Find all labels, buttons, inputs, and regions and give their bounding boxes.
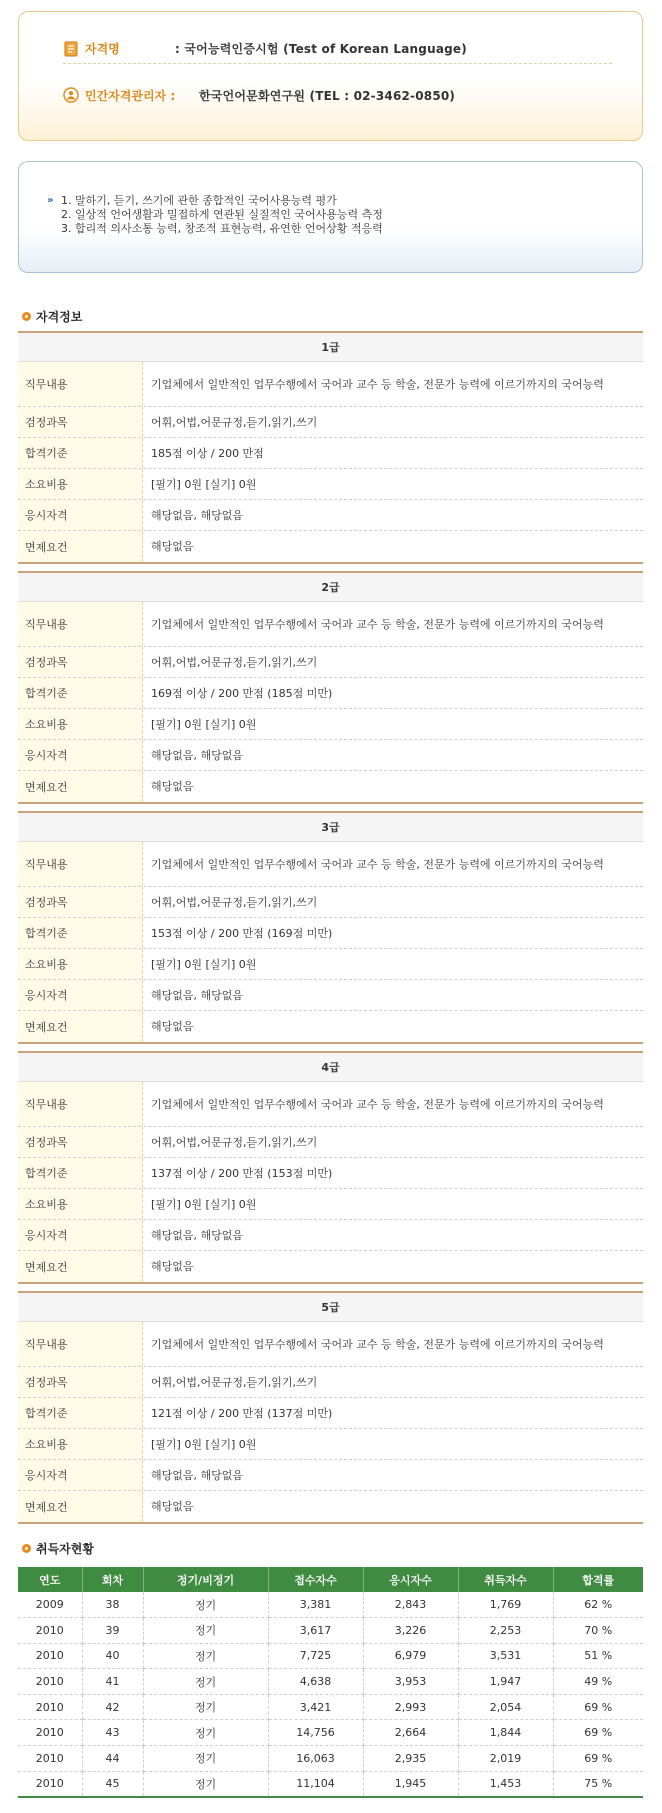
stats-cell: 44 [82, 1746, 143, 1772]
qualification-section-title: 자격정보 [22, 308, 82, 324]
stats-cell: 75 % [553, 1771, 643, 1797]
stats-cell: 2010 [18, 1720, 82, 1746]
stats-cell: 6,979 [363, 1643, 458, 1669]
manager-value: 한국언어문화연구원 (TEL : 02-3462-0850) [199, 88, 456, 103]
grade-row [18, 1220, 643, 1251]
stats-cell: 39 [82, 1618, 143, 1644]
grade-row [18, 1429, 643, 1460]
grade-row-value: 기업체에서 일반적인 업무수행에서 국어과 교수 등 학술, 전문가 능력에 이르기까지의 국어능력 [151, 1097, 604, 1111]
stats-row [18, 1771, 643, 1797]
grade-row [18, 1367, 643, 1398]
grade-row-label: 합격기준 [18, 678, 143, 708]
grade-row-value: 해당없음 [151, 1260, 194, 1273]
grade-row [18, 438, 643, 469]
grade-row-value: 기업체에서 일반적인 업무수행에서 국어과 교수 등 학술, 전문가 능력에 이르기까지의 국어능력 [151, 617, 604, 631]
stats-cell: 2,664 [363, 1720, 458, 1746]
grade-row [18, 918, 643, 949]
stats-header-row [18, 1567, 643, 1592]
stats-cell: 45 [82, 1771, 143, 1797]
person-icon [63, 87, 79, 103]
stats-cell: 2009 [18, 1592, 82, 1618]
certificate-name-row [63, 34, 612, 64]
grade-row-value: 해당없음, 해당없음 [151, 988, 244, 1002]
grade-row-value: 어휘,어법,어문규정,듣기,읽기,쓰기 [151, 655, 318, 669]
grade-row-value: 해당없음, 해당없음 [151, 1228, 244, 1242]
stats-cell: 2010 [18, 1643, 82, 1669]
stats-row [18, 1592, 643, 1618]
stats-header-cell: 연도 [18, 1567, 82, 1592]
grade-row-value: 해당없음 [151, 1500, 194, 1513]
stats-row [18, 1746, 643, 1772]
stats-cell: 11,104 [268, 1771, 363, 1797]
stats-cell: 49 % [553, 1669, 643, 1695]
grade-row [18, 709, 643, 740]
stats-cell: 69 % [553, 1720, 643, 1746]
grade-row-value: 기업체에서 일반적인 업무수행에서 국어과 교수 등 학술, 전문가 능력에 이르기까지의 국어능력 [151, 377, 604, 391]
grade-row-value: 해당없음, 해당없음 [151, 508, 244, 522]
stats-cell: 1,844 [458, 1720, 553, 1746]
grade-row-value: 해당없음, 해당없음 [151, 1468, 244, 1482]
grade-row-label: 검정과목 [18, 1367, 143, 1397]
grade-row [18, 602, 643, 647]
grade-row-label: 응시자격 [18, 740, 143, 770]
grade-row-value: 어휘,어법,어문규정,듣기,읽기,쓰기 [151, 895, 318, 909]
grade-row [18, 771, 643, 802]
stats-cell: 42 [82, 1694, 143, 1720]
grade-row-value: [필기] 0원 [실기] 0원 [151, 1437, 257, 1451]
grade-row-label: 검정과목 [18, 407, 143, 437]
grade-title: 3급 [18, 813, 643, 842]
stats-cell: 51 % [553, 1643, 643, 1669]
stats-cell: 2010 [18, 1746, 82, 1772]
grade-title: 5급 [18, 1293, 643, 1322]
grade-table [18, 571, 643, 804]
stats-header-cell: 회차 [82, 1567, 143, 1592]
grade-row-label: 면제요건 [18, 1011, 143, 1042]
grade-row-value: [필기] 0원 [실기] 0원 [151, 717, 257, 731]
grade-row-value: 어휘,어법,어문규정,듣기,읽기,쓰기 [151, 1135, 318, 1149]
grade-row [18, 1082, 643, 1127]
stats-cell: 정기 [143, 1694, 268, 1720]
certificate-name-value: : 국어능력인증시험 (Test of Korean Language) [175, 42, 467, 56]
stats-cell: 정기 [143, 1592, 268, 1618]
acquisition-stats-table [18, 1567, 643, 1798]
grade-title: 1급 [18, 333, 643, 362]
stats-cell: 14,756 [268, 1720, 363, 1746]
stats-row [18, 1669, 643, 1695]
stats-cell: 2,054 [458, 1694, 553, 1720]
stats-header-cell: 접수자수 [268, 1567, 363, 1592]
grade-row-label: 응시자격 [18, 1220, 143, 1250]
grade-row [18, 362, 643, 407]
stats-cell: 정기 [143, 1720, 268, 1746]
stats-header-cell: 응시자수 [363, 1567, 458, 1592]
grade-row [18, 949, 643, 980]
document-icon [63, 41, 79, 57]
bullet-icon [22, 1544, 31, 1553]
grade-row-label: 면제요건 [18, 1491, 143, 1522]
grade-row-label: 직무내용 [18, 842, 143, 886]
grade-row-value: 기업체에서 일반적인 업무수행에서 국어과 교수 등 학술, 전문가 능력에 이르기까지의 국어능력 [151, 1337, 604, 1351]
grade-row-label: 소요비용 [18, 709, 143, 739]
grade-row [18, 647, 643, 678]
grade-row-label: 소요비용 [18, 469, 143, 499]
description-box [18, 161, 643, 273]
grade-title: 4급 [18, 1053, 643, 1082]
description-item: » 1. 말하기, 듣기, 쓰기에 관한 종합적인 국어사용능력 평가 [47, 194, 337, 207]
grade-row-label: 응시자격 [18, 1460, 143, 1490]
grade-row-value: [필기] 0원 [실기] 0원 [151, 1197, 257, 1211]
grade-row [18, 980, 643, 1011]
stats-section-title: 취득자현황 [22, 1540, 94, 1556]
stats-cell: 7,725 [268, 1643, 363, 1669]
certificate-name-label: 자격명 [85, 42, 120, 56]
double-arrow-icon: » [47, 195, 54, 206]
stats-cell: 41 [82, 1669, 143, 1695]
stats-cell: 62 % [553, 1592, 643, 1618]
grade-row-label: 직무내용 [18, 362, 143, 406]
grade-row [18, 1322, 643, 1367]
grade-row-value: 해당없음 [151, 1020, 194, 1033]
grade-row [18, 1491, 643, 1522]
grade-row-label: 소요비용 [18, 1429, 143, 1459]
stats-row [18, 1643, 643, 1669]
grade-row [18, 678, 643, 709]
grade-row-value: 121점 이상 / 200 만점 (137점 미만) [151, 1406, 333, 1420]
grade-row [18, 1398, 643, 1429]
stats-cell: 2,253 [458, 1618, 553, 1644]
grade-row-value: [필기] 0원 [실기] 0원 [151, 957, 257, 971]
stats-cell: 3,531 [458, 1643, 553, 1669]
grade-row [18, 740, 643, 771]
stats-cell: 2010 [18, 1618, 82, 1644]
grade-row-value: 137점 이상 / 200 만점 (153점 미만) [151, 1166, 333, 1180]
grade-row-label: 합격기준 [18, 438, 143, 468]
grade-row-value: 기업체에서 일반적인 업무수행에서 국어과 교수 등 학술, 전문가 능력에 이르기까지의 국어능력 [151, 857, 604, 871]
stats-cell: 40 [82, 1643, 143, 1669]
stats-cell: 16,063 [268, 1746, 363, 1772]
grade-row-label: 검정과목 [18, 887, 143, 917]
grade-row-value: 185점 이상 / 200 만점 [151, 446, 264, 460]
grade-table [18, 811, 643, 1044]
grade-row [18, 887, 643, 918]
grade-row-value: 169점 이상 / 200 만점 (185점 미만) [151, 686, 333, 700]
stats-cell: 정기 [143, 1669, 268, 1695]
stats-cell: 정기 [143, 1771, 268, 1797]
stats-cell: 정기 [143, 1643, 268, 1669]
stats-cell: 3,421 [268, 1694, 363, 1720]
description-list [47, 194, 383, 236]
manager-row [63, 80, 612, 110]
grade-row [18, 1127, 643, 1158]
grade-row-label: 응시자격 [18, 980, 143, 1010]
stats-cell: 43 [82, 1720, 143, 1746]
stats-cell: 2,993 [363, 1694, 458, 1720]
grade-row-label: 검정과목 [18, 1127, 143, 1157]
grade-row-label: 합격기준 [18, 1158, 143, 1188]
grade-table [18, 1291, 643, 1524]
description-item: 2. 일상적 언어생활과 밀접하게 연관된 실질적인 국어사용능력 측정 [61, 208, 383, 221]
grade-title: 2급 [18, 573, 643, 602]
grade-row [18, 531, 643, 562]
grade-row-label: 응시자격 [18, 500, 143, 530]
grade-row-label: 직무내용 [18, 1082, 143, 1126]
stats-row [18, 1720, 643, 1746]
stats-cell: 2010 [18, 1669, 82, 1695]
stats-cell: 2,843 [363, 1592, 458, 1618]
grade-row-label: 면제요건 [18, 531, 143, 562]
bullet-icon [22, 312, 31, 321]
grade-row-label: 합격기준 [18, 1398, 143, 1428]
grade-row [18, 469, 643, 500]
grade-row-value: 해당없음, 해당없음 [151, 748, 244, 762]
grade-row-value: 어휘,어법,어문규정,듣기,읽기,쓰기 [151, 1375, 318, 1389]
stats-cell: 3,617 [268, 1618, 363, 1644]
stats-row [18, 1618, 643, 1644]
stats-cell: 3,953 [363, 1669, 458, 1695]
manager-label: 민간자격관리자 : [85, 88, 176, 103]
grade-row [18, 842, 643, 887]
grade-row-label: 면제요건 [18, 771, 143, 802]
grade-table [18, 1051, 643, 1284]
grade-row [18, 1011, 643, 1042]
stats-cell: 69 % [553, 1694, 643, 1720]
grade-row-label: 직무내용 [18, 602, 143, 646]
stats-cell: 1,947 [458, 1669, 553, 1695]
grade-row-label: 검정과목 [18, 647, 143, 677]
grade-row [18, 1158, 643, 1189]
grade-row [18, 407, 643, 438]
stats-cell: 3,226 [363, 1618, 458, 1644]
grade-row-value: 153점 이상 / 200 만점 (169점 미만) [151, 926, 333, 940]
grade-row [18, 1189, 643, 1220]
stats-cell: 4,638 [268, 1669, 363, 1695]
stats-cell: 70 % [553, 1618, 643, 1644]
grade-row [18, 1251, 643, 1282]
grade-row-value: [필기] 0원 [실기] 0원 [151, 477, 257, 491]
stats-cell: 2,935 [363, 1746, 458, 1772]
stats-cell: 2010 [18, 1694, 82, 1720]
grade-row [18, 1460, 643, 1491]
stats-row [18, 1694, 643, 1720]
stats-cell: 1,945 [363, 1771, 458, 1797]
certificate-info-box [18, 11, 643, 141]
grade-row-value: 해당없음 [151, 540, 194, 553]
stats-cell: 2010 [18, 1771, 82, 1797]
grade-table [18, 331, 643, 564]
description-item: 3. 합리적 의사소통 능력, 창조적 표현능력, 유연한 언어상황 적응력 [61, 222, 383, 235]
grade-row-label: 면제요건 [18, 1251, 143, 1282]
grade-row-label: 합격기준 [18, 918, 143, 948]
stats-cell: 1,769 [458, 1592, 553, 1618]
stats-cell: 정기 [143, 1618, 268, 1644]
grade-row-label: 소요비용 [18, 1189, 143, 1219]
stats-cell: 38 [82, 1592, 143, 1618]
stats-header-cell: 취득자수 [458, 1567, 553, 1592]
stats-body [18, 1592, 643, 1797]
stats-cell: 1,453 [458, 1771, 553, 1797]
stats-cell: 69 % [553, 1746, 643, 1772]
stats-header-cell: 합격률 [553, 1567, 643, 1592]
grade-row-value: 어휘,어법,어문규정,듣기,읽기,쓰기 [151, 415, 318, 429]
stats-header-cell: 정기/비정기 [143, 1567, 268, 1592]
stats-cell: 2,019 [458, 1746, 553, 1772]
stats-cell: 3,381 [268, 1592, 363, 1618]
stats-cell: 정기 [143, 1746, 268, 1772]
grade-row-value: 해당없음 [151, 780, 194, 793]
grade-row-label: 직무내용 [18, 1322, 143, 1366]
grade-row [18, 500, 643, 531]
grade-row-label: 소요비용 [18, 949, 143, 979]
